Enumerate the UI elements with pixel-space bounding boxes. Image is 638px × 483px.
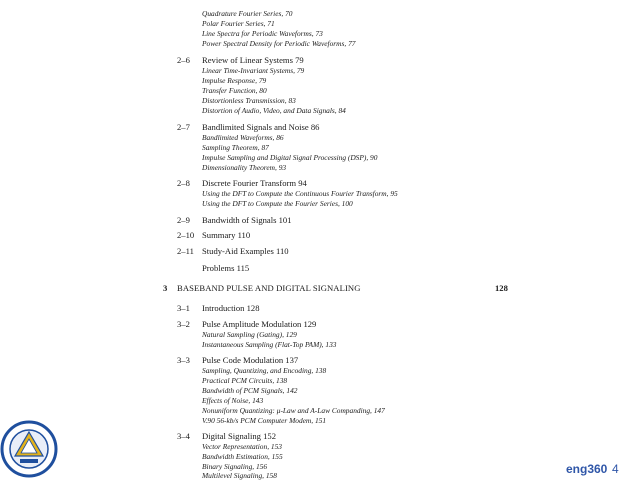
section-title: Review of Linear Systems 79	[202, 55, 304, 65]
toc-entry: Practical PCM Circuits, 138	[202, 376, 288, 385]
section-title: Discrete Fourier Transform 94	[202, 178, 307, 188]
section-number: 2–9	[177, 215, 190, 225]
toc-entry: Impulse Sampling and Digital Signal Processing (DSP), 90	[202, 153, 378, 162]
section-number: 2–10	[177, 230, 195, 240]
toc-entry: Distortionless Transmission, 83	[202, 96, 296, 105]
section-title: Pulse Amplitude Modulation 129	[202, 319, 317, 329]
section-number: 2–11	[177, 246, 194, 256]
toc-entry: Instantaneous Sampling (Flat-Top PAM), 133	[202, 340, 337, 349]
toc-entry: Bandwidth of PCM Signals, 142	[202, 386, 298, 395]
toc-entry: Using the DFT to Compute the Fourier Series, 100	[202, 199, 353, 208]
section-number: 2–6	[177, 55, 190, 65]
section-number: 2–7	[177, 122, 190, 132]
section-number: 3–2	[177, 319, 190, 329]
section-title: Summary 110	[202, 230, 251, 240]
toc-entry: Effects of Noise, 143	[202, 396, 264, 405]
toc-entry: Sampling, Quantizing, and Encoding, 138	[202, 366, 327, 375]
toc-entry: Multilevel Signaling, 158	[202, 471, 277, 480]
toc-entry: Vector Representation, 153	[202, 442, 282, 451]
section-title: Bandwidth of Signals 101	[202, 215, 292, 225]
toc-entry: Bandlimited Waveforms, 86	[202, 133, 284, 142]
chapter-number: 3	[163, 283, 168, 293]
toc-entry: Power Spectral Density for Periodic Waveforms, 77	[202, 39, 356, 48]
toc-entry: Impulse Response, 79	[202, 76, 267, 85]
section-title: Pulse Code Modulation 137	[202, 355, 299, 365]
toc-entry: Distortion of Audio, Video, and Data Signals, 84	[202, 106, 346, 115]
toc-entry: Sampling Theorem, 87	[202, 143, 269, 152]
section-number: 3–3	[177, 355, 190, 365]
toc-entry: Using the DFT to Compute the Continuous Fourier Transform, 95	[202, 189, 398, 198]
toc-entry: Linear Time-Invariant Systems, 79	[202, 66, 305, 75]
section-number: 3–1	[177, 303, 190, 313]
toc-entry: Transfer Function, 80	[202, 86, 267, 95]
toc-entry: V.90 56-kb/s PCM Computer Modem, 151	[202, 416, 327, 425]
toc-entry: Natural Sampling (Gating), 129	[202, 330, 297, 339]
section-title: Digital Signaling 152	[202, 431, 276, 441]
chapter-title: BASEBAND PULSE AND DIGITAL SIGNALING	[177, 283, 361, 293]
chapter-page: 128	[495, 283, 508, 293]
section-title: Study-Aid Examples 110	[202, 246, 289, 256]
toc-entry: Quadrature Fourier Series, 70	[202, 9, 293, 18]
toc-entry: Line Spectra for Periodic Waveforms, 73	[202, 29, 323, 38]
section-title: Problems 115	[202, 263, 250, 273]
toc-entry: Polar Fourier Series, 71	[202, 19, 275, 28]
toc-entry: Binary Signaling, 156	[202, 462, 268, 471]
slide-page-number: 4	[612, 462, 619, 476]
university-seal-icon	[0, 420, 58, 478]
section-title: Introduction 128	[202, 303, 260, 313]
toc-entry: Nonuniform Quantizing: μ-Law and A-Law Companding, 147	[202, 406, 385, 415]
toc-entry: Bandwidth Estimation, 155	[202, 452, 283, 461]
toc-entry: Dimensionality Theorem, 93	[202, 163, 287, 172]
section-number: 3–4	[177, 431, 190, 441]
brand-logo-text: eng360	[566, 462, 608, 476]
section-number: 2–8	[177, 178, 190, 188]
section-title: Bandlimited Signals and Noise 86	[202, 122, 320, 132]
